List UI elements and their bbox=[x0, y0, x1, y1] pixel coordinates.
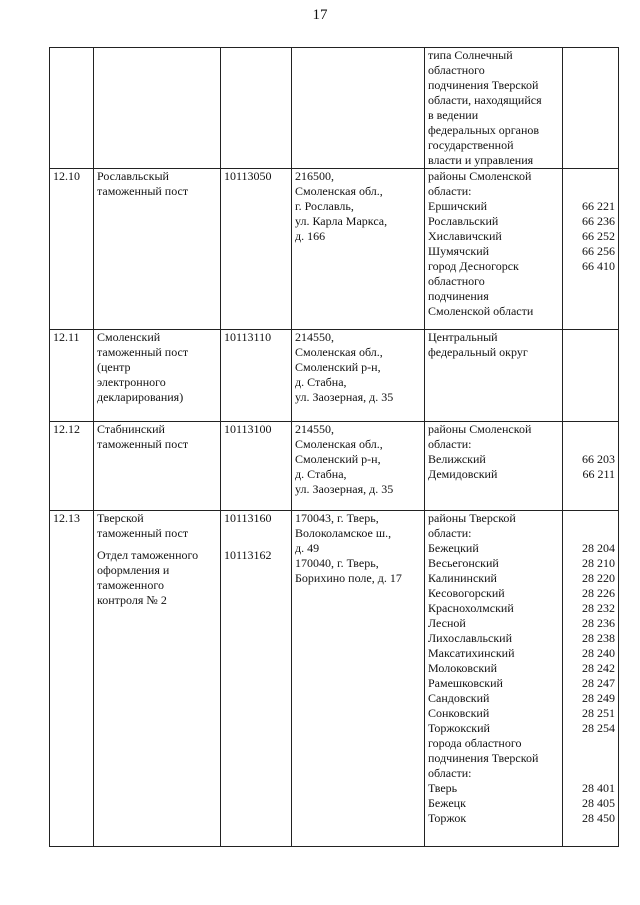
cell-number bbox=[50, 511, 94, 847]
cell-line: Тверь bbox=[428, 781, 458, 795]
cell-line: типа Солнечный bbox=[428, 48, 513, 62]
cell-line: областного bbox=[428, 63, 485, 77]
cell-line: 66 410 bbox=[582, 259, 615, 273]
cell-line: города областного bbox=[428, 736, 522, 750]
cell-line: государственной bbox=[428, 138, 514, 152]
cell-line: районы Смоленской bbox=[428, 422, 532, 436]
cell-line bbox=[566, 169, 615, 184]
cell-territory bbox=[425, 511, 563, 847]
cell-line: в ведении bbox=[428, 108, 479, 122]
cell-line: Лесной bbox=[428, 616, 466, 630]
cell-line bbox=[566, 437, 615, 452]
cell-line: Смоленская обл., bbox=[295, 345, 383, 359]
cell-number bbox=[50, 422, 94, 511]
cell-territory bbox=[425, 422, 563, 511]
cell-line: Сандовский bbox=[428, 691, 490, 705]
cell-line: 28 254 bbox=[582, 721, 615, 735]
cell-line: 66 256 bbox=[582, 244, 615, 258]
cell-line: районы Тверской bbox=[428, 511, 516, 525]
cell-line: Рославльский bbox=[428, 214, 499, 228]
cell-line: 170040, г. Тверь, bbox=[295, 556, 379, 570]
cell-line: 28 405 bbox=[582, 796, 615, 810]
cell-line: таможенный пост bbox=[97, 437, 189, 451]
cell-line: 216500, bbox=[295, 169, 334, 183]
cell-line: (центр bbox=[97, 360, 131, 374]
cell-line bbox=[566, 93, 615, 108]
cell-line: 66 252 bbox=[582, 229, 615, 243]
cell-address bbox=[292, 330, 425, 422]
cell-post-code bbox=[221, 330, 292, 422]
cell-line: д. 49 bbox=[295, 541, 320, 555]
cell-line: таможенного bbox=[97, 578, 164, 592]
cell-line: федеральный округ bbox=[428, 345, 528, 359]
cell-line: Торжок bbox=[428, 811, 467, 825]
cell-number bbox=[50, 169, 94, 330]
cell-line: Волоколамское ш., bbox=[295, 526, 392, 540]
cell-line: области: bbox=[428, 526, 472, 540]
table-row bbox=[50, 330, 619, 422]
cell-line bbox=[566, 138, 615, 153]
cell-line: таможенный пост bbox=[97, 184, 189, 198]
cell-line: области: bbox=[428, 766, 472, 780]
cell-line: 170043, г. Тверь, bbox=[295, 511, 379, 525]
cell-line: декларирования) bbox=[97, 390, 184, 404]
cell-line: 28 238 bbox=[582, 631, 615, 645]
cell-line: 28 226 bbox=[582, 586, 615, 600]
cell-line: Смоленская обл., bbox=[295, 184, 383, 198]
cell-post-name bbox=[94, 169, 221, 330]
cell-line: 28 210 bbox=[582, 556, 615, 570]
cell-line: Хиславичский bbox=[428, 229, 502, 243]
customs-table bbox=[49, 47, 619, 847]
cell-line: д. 166 bbox=[295, 229, 326, 243]
cell-line: Сонковский bbox=[428, 706, 490, 720]
table-row bbox=[50, 511, 619, 847]
cell-line bbox=[566, 736, 615, 751]
cell-line: Смоленской области bbox=[428, 304, 534, 318]
cell-line: таможенный пост bbox=[97, 526, 189, 540]
cell-line: Бежецк bbox=[428, 796, 466, 810]
cell-post-name bbox=[94, 330, 221, 422]
cell-line: 10113050 bbox=[224, 169, 272, 183]
table-body bbox=[50, 48, 619, 847]
cell-line: Смоленский р-н, bbox=[295, 360, 381, 374]
cell-line: федеральных органов bbox=[428, 123, 540, 137]
cell-line: ул. Заозерная, д. 35 bbox=[295, 390, 394, 404]
cell-okato bbox=[563, 169, 619, 330]
cell-post-code bbox=[221, 511, 292, 847]
cell-line bbox=[566, 153, 615, 168]
cell-line bbox=[566, 123, 615, 138]
cell-line: Центральный bbox=[428, 330, 498, 344]
cell-line: районы Смоленской bbox=[428, 169, 532, 183]
row-number: 12.13 bbox=[53, 511, 80, 525]
cell-line: контроля № 2 bbox=[97, 593, 167, 607]
cell-okato bbox=[563, 511, 619, 847]
cell-line: Калининский bbox=[428, 571, 497, 585]
cell-line: области, находящийся bbox=[428, 93, 542, 107]
cell-line: д. Стабна, bbox=[295, 467, 347, 481]
cell-line: Краснохолмский bbox=[428, 601, 514, 615]
cell-line: 28 251 bbox=[582, 706, 615, 720]
cell-line bbox=[566, 751, 615, 766]
cell-line: 214550, bbox=[295, 330, 334, 344]
row-number: 12.12 bbox=[53, 422, 80, 436]
cell-line: город Десногорск bbox=[428, 259, 519, 273]
cell-line: 28 232 bbox=[582, 601, 615, 615]
cell-line: Рославльскый bbox=[97, 169, 169, 183]
cell-line: Ершичский bbox=[428, 199, 488, 213]
cell-line: Весьегонский bbox=[428, 556, 499, 570]
cell-line bbox=[566, 526, 615, 541]
cell-line bbox=[566, 78, 615, 93]
cell-line: 10113110 bbox=[224, 330, 272, 344]
page-number: 17 bbox=[312, 7, 328, 23]
cell-line bbox=[566, 304, 615, 319]
cell-territory bbox=[425, 169, 563, 330]
cell-address bbox=[292, 48, 425, 169]
cell-line: 28 401 bbox=[582, 781, 615, 795]
cell-line: Рамешковский bbox=[428, 676, 503, 690]
cell-line: Лихославльский bbox=[428, 631, 513, 645]
cell-line: Отдел таможенного bbox=[97, 548, 199, 562]
cell-address bbox=[292, 511, 425, 847]
cell-territory bbox=[425, 330, 563, 422]
cell-post-code bbox=[221, 422, 292, 511]
cell-line: ул. Карла Маркса, bbox=[295, 214, 388, 228]
cell-post-name bbox=[94, 511, 221, 847]
cell-line: Шумячский bbox=[428, 244, 490, 258]
cell-number bbox=[50, 48, 94, 169]
cell-line bbox=[566, 289, 615, 304]
cell-line: Велижский bbox=[428, 452, 486, 466]
cell-line: 10113100 bbox=[224, 422, 272, 436]
cell-line bbox=[566, 108, 615, 123]
table-row bbox=[50, 169, 619, 330]
cell-line: 214550, bbox=[295, 422, 334, 436]
cell-line bbox=[566, 274, 615, 289]
cell-okato bbox=[563, 422, 619, 511]
cell-line: электронного bbox=[97, 375, 166, 389]
cell-line: 10113162 bbox=[224, 548, 272, 562]
cell-line: областного bbox=[428, 274, 485, 288]
cell-line: 28 220 bbox=[582, 571, 615, 585]
cell-line: 28 242 bbox=[582, 661, 615, 675]
cell-line: области: bbox=[428, 184, 472, 198]
cell-line: таможенный пост bbox=[97, 345, 189, 359]
cell-address bbox=[292, 422, 425, 511]
cell-line: 66 236 bbox=[582, 214, 615, 228]
cell-post-code bbox=[221, 48, 292, 169]
row-number bbox=[53, 48, 90, 63]
cell-line: 28 450 bbox=[582, 811, 615, 825]
cell-line: власти и управления bbox=[428, 153, 534, 167]
cell-line: д. Стабна, bbox=[295, 375, 347, 389]
cell-line bbox=[566, 184, 615, 199]
cell-line: оформления и bbox=[97, 563, 170, 577]
cell-line: Торжокский bbox=[428, 721, 490, 735]
cell-line: 28 204 bbox=[582, 541, 615, 555]
cell-line: 10113160 bbox=[224, 511, 272, 525]
row-number: 12.11 bbox=[53, 330, 80, 344]
cell-line: 66 211 bbox=[582, 467, 615, 481]
cell-line: Максатихинский bbox=[428, 646, 515, 660]
cell-line: 28 249 bbox=[582, 691, 615, 705]
cell-line: Кесовогорский bbox=[428, 586, 505, 600]
cell-line: 28 247 bbox=[582, 676, 615, 690]
cell-line bbox=[566, 766, 615, 781]
cell-line: Смоленский bbox=[97, 330, 161, 344]
row-number: 12.10 bbox=[53, 169, 80, 183]
cell-line: Бежецкий bbox=[428, 541, 479, 555]
cell-line: Молоковский bbox=[428, 661, 498, 675]
cell-line: области: bbox=[428, 437, 472, 451]
cell-line bbox=[566, 422, 615, 437]
cell-line: 66 203 bbox=[582, 452, 615, 466]
cell-territory bbox=[425, 48, 563, 169]
cell-line: Стабнинский bbox=[97, 422, 165, 436]
cell-line: г. Рославль, bbox=[295, 199, 354, 213]
cell-line bbox=[566, 48, 615, 63]
cell-line: Смоленская обл., bbox=[295, 437, 383, 451]
cell-post-name bbox=[94, 422, 221, 511]
cell-line: Демидовский bbox=[428, 467, 498, 481]
cell-line bbox=[566, 511, 615, 526]
cell-post-code bbox=[221, 169, 292, 330]
cell-line: Тверской bbox=[97, 511, 144, 525]
cell-line: ул. Заозерная, д. 35 bbox=[295, 482, 394, 496]
table-row bbox=[50, 48, 619, 169]
cell-line: Борихино поле, д. 17 bbox=[295, 571, 402, 585]
cell-line: Смоленский р-н, bbox=[295, 452, 381, 466]
cell-address bbox=[292, 169, 425, 330]
cell-line: подчинения Тверской bbox=[428, 751, 539, 765]
cell-okato bbox=[563, 330, 619, 422]
cell-line bbox=[566, 345, 615, 360]
cell-line: подчинения bbox=[428, 289, 489, 303]
cell-line bbox=[566, 330, 615, 345]
cell-line bbox=[566, 63, 615, 78]
cell-number bbox=[50, 330, 94, 422]
cell-post-name bbox=[94, 48, 221, 169]
cell-okato bbox=[563, 48, 619, 169]
cell-line: 66 221 bbox=[582, 199, 615, 213]
cell-line: подчинения Тверской bbox=[428, 78, 539, 92]
table-row bbox=[50, 422, 619, 511]
cell-line: 28 236 bbox=[582, 616, 615, 630]
cell-line: 28 240 bbox=[582, 646, 615, 660]
